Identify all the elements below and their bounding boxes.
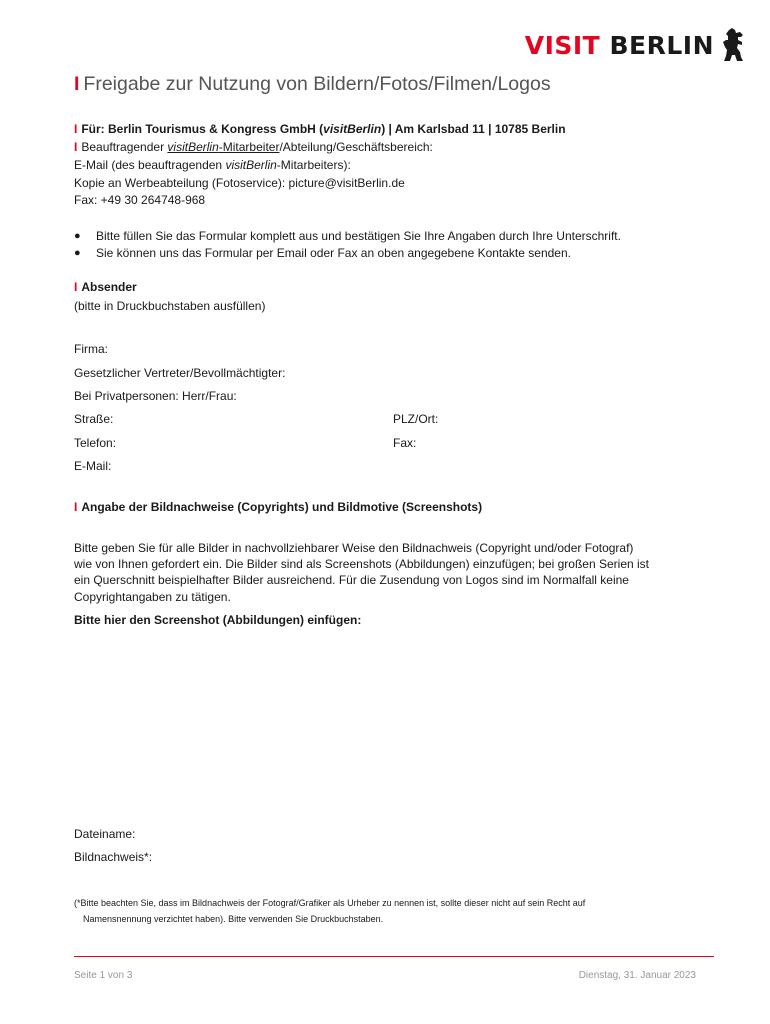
footer-divider	[74, 956, 714, 957]
field-fax-label: Fax:	[393, 436, 417, 450]
list-item: ● Sie können uns das Formular per Email oder Fax an oben angegebene Kontakte senden.	[74, 246, 571, 261]
footer-date: Dienstag, 31. Januar 2023	[578, 970, 696, 981]
field-firma-label: Firma:	[74, 342, 108, 356]
berlin-bear-icon	[722, 28, 744, 62]
page-number: Seite 1 von 3	[74, 970, 133, 981]
logo-berlin: BERLIN	[609, 30, 714, 60]
credits-heading: I Angabe der Bildnachweise (Copyrights) und Bildmotive (Screenshots)	[74, 500, 483, 514]
field-bildnachweis-label: Bildnachweis*:	[74, 850, 153, 864]
list-item: ● Bitte füllen Sie das Formular komplett aus und bestätigen Sie Ihre Angaben durch Ihre Unterschrift.	[74, 228, 621, 243]
footnote-line: Namensnennung verzichtet haben). Bitte verwenden Sie Druckbuchstaben.	[83, 914, 384, 924]
footnote-line: (*Bitte beachten Sie, dass im Bildnachweis der Fotograf/Grafiker als Urheber zu nennen ist, sollte dieser nicht auf sein Recht auf	[74, 898, 586, 908]
sender-heading: I Absender	[74, 280, 137, 294]
credits-paragraph-line: Bitte geben Sie für alle Bilder in nachvollziehbarer Weise den Bildnachweis (Copyright und/oder Fotograf)	[74, 541, 634, 555]
copy-line: Kopie an Werbeabteilung (Fotoservice): picture@visitBerlin.de	[74, 176, 405, 190]
logo-wordmark	[525, 31, 714, 60]
field-email-label: E-Mail:	[74, 459, 112, 473]
document-title: I Freigabe zur Nutzung von Bildern/Fotos/Filmen/Logos	[74, 73, 551, 95]
field-vertreter-label: Gesetzlicher Vertreter/Bevollmächtigter:	[74, 366, 286, 380]
credits-paragraph-line: wie von Ihnen gefordert ein. Die Bilder sind als Screenshots (Abbildungen) einzufügen; bei großen Serien ist	[74, 557, 650, 571]
title-bar-marker: I	[74, 73, 80, 95]
assignee-line: I Beauftragender visitBerlin-Mitarbeiter/Abteilung/Geschäftsbereich:	[74, 140, 433, 154]
field-strasse-label: Straße:	[74, 412, 114, 426]
recipient-line: I Für: Berlin Tourismus & Kongress GmbH (visitBerlin) | Am Karlsbad 11 | 10785 Berlin	[74, 122, 566, 136]
visitberlin-logo	[525, 28, 744, 62]
footnote	[74, 895, 714, 927]
email-line: E-Mail (des beauftragenden visitBerlin-Mitarbeiters):	[74, 158, 351, 172]
fax-line: Fax: +49 30 264748-968	[74, 193, 206, 207]
field-plz-label: PLZ/Ort:	[393, 412, 439, 426]
screenshot-label: Bitte hier den Screenshot (Abbildungen) einfügen:	[74, 613, 362, 627]
field-telefon-label: Telefon:	[74, 436, 117, 450]
sender-subheading: (bitte in Druckbuchstaben ausfüllen)	[74, 299, 266, 313]
field-dateiname-label: Dateiname:	[74, 827, 136, 841]
instruction-list	[74, 227, 621, 262]
field-privat-label: Bei Privatpersonen: Herr/Frau:	[74, 389, 237, 403]
logo-visit: VISIT	[524, 30, 601, 60]
credits-paragraph-line: ein Querschnitt beispielhafter Bilder ausreichend. Für die Zusendung von Logos sind im Normalfall keine	[74, 573, 629, 587]
credits-paragraph-line: Copyrightangaben zu tätigen.	[74, 590, 231, 604]
